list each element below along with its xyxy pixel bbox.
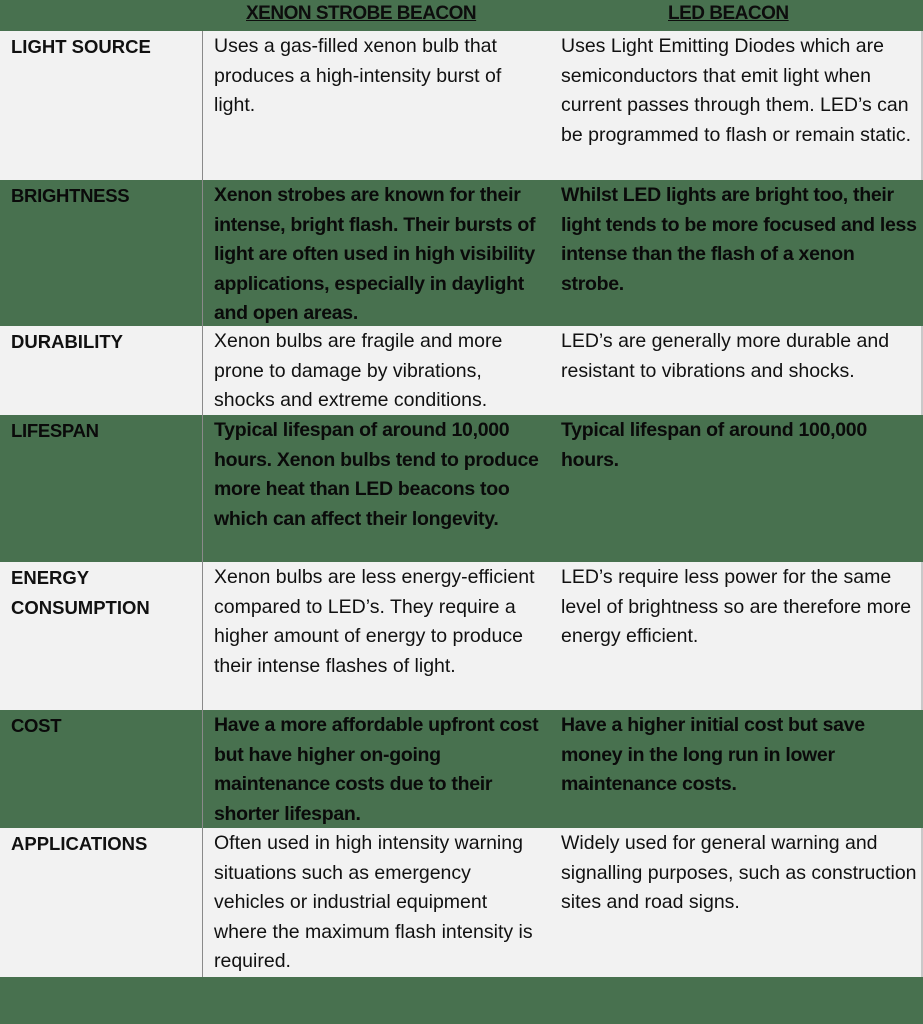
header-xenon: XENON STROBE BEACON <box>246 3 477 24</box>
row-energy-consumption <box>0 562 923 710</box>
led-cell: Widely used for general warning and signalling purposes, such as construction sites and road signs. <box>561 832 917 913</box>
led-cell: Whilst LED lights are bright too, their light tends to be more focused and less intense than the flash of a xenon strobe. <box>561 184 917 295</box>
xenon-cell: Uses a gas-filled xenon bulb that produces a high-intensity burst of light. <box>202 31 550 180</box>
xenon-cell: Typical lifespan of around 10,000 hours. Xenon bulbs tend to produce more heat than LED beacons too which can affect their longevity. <box>202 415 550 562</box>
led-cell: LED’s are generally more durable and resistant to vibrations and shocks. <box>561 330 890 382</box>
led-cell: Uses Light Emitting Diodes which are semiconductors that emit light when current passes through them. LED’s can be programmed to flash or remain static. <box>561 35 912 146</box>
row-label: BRIGHTNESS <box>11 185 130 206</box>
row-light-source <box>0 31 923 180</box>
led-cell: Typical lifespan of around 100,000 hours. <box>561 419 867 471</box>
xenon-cell: Xenon bulbs are less energy-efficient compared to LED’s. They require a higher amount of energy to produce their intense flashes of light. <box>202 562 550 710</box>
header-led: LED BEACON <box>668 3 789 24</box>
xenon-cell: Often used in high intensity warning situations such as emergency vehicles or industrial equipment where the maximum flash intensity is required. <box>202 828 550 977</box>
row-label: LIGHT SOURCE <box>11 36 151 57</box>
row-label: ENERGY CONSUMPTION <box>11 567 150 618</box>
row-label: LIFESPAN <box>11 420 99 441</box>
row-applications <box>0 828 923 977</box>
row-label: DURABILITY <box>11 331 124 352</box>
xenon-cell: Have a more affordable upfront cost but have higher on-going maintenance costs due to their shorter lifespan. <box>202 710 550 828</box>
xenon-cell: Xenon strobes are known for their intense, bright flash. Their bursts of light are often used in high visibility applications, especially in daylight and open areas. <box>202 180 550 326</box>
table-header <box>0 0 923 31</box>
row-label: APPLICATIONS <box>11 833 148 854</box>
led-cell: LED’s require less power for the same level of brightness so are therefore more energy efficient. <box>561 566 912 647</box>
xenon-cell: Xenon bulbs are fragile and more prone to damage by vibrations, shocks and extreme conditions. <box>202 326 550 415</box>
row-label: COST <box>11 715 62 736</box>
row-durability <box>0 326 923 415</box>
row-lifespan <box>0 415 923 562</box>
led-cell: Have a higher initial cost but save money in the long run in lower maintenance costs. <box>561 714 865 795</box>
row-cost <box>0 710 923 828</box>
row-brightness <box>0 180 923 326</box>
